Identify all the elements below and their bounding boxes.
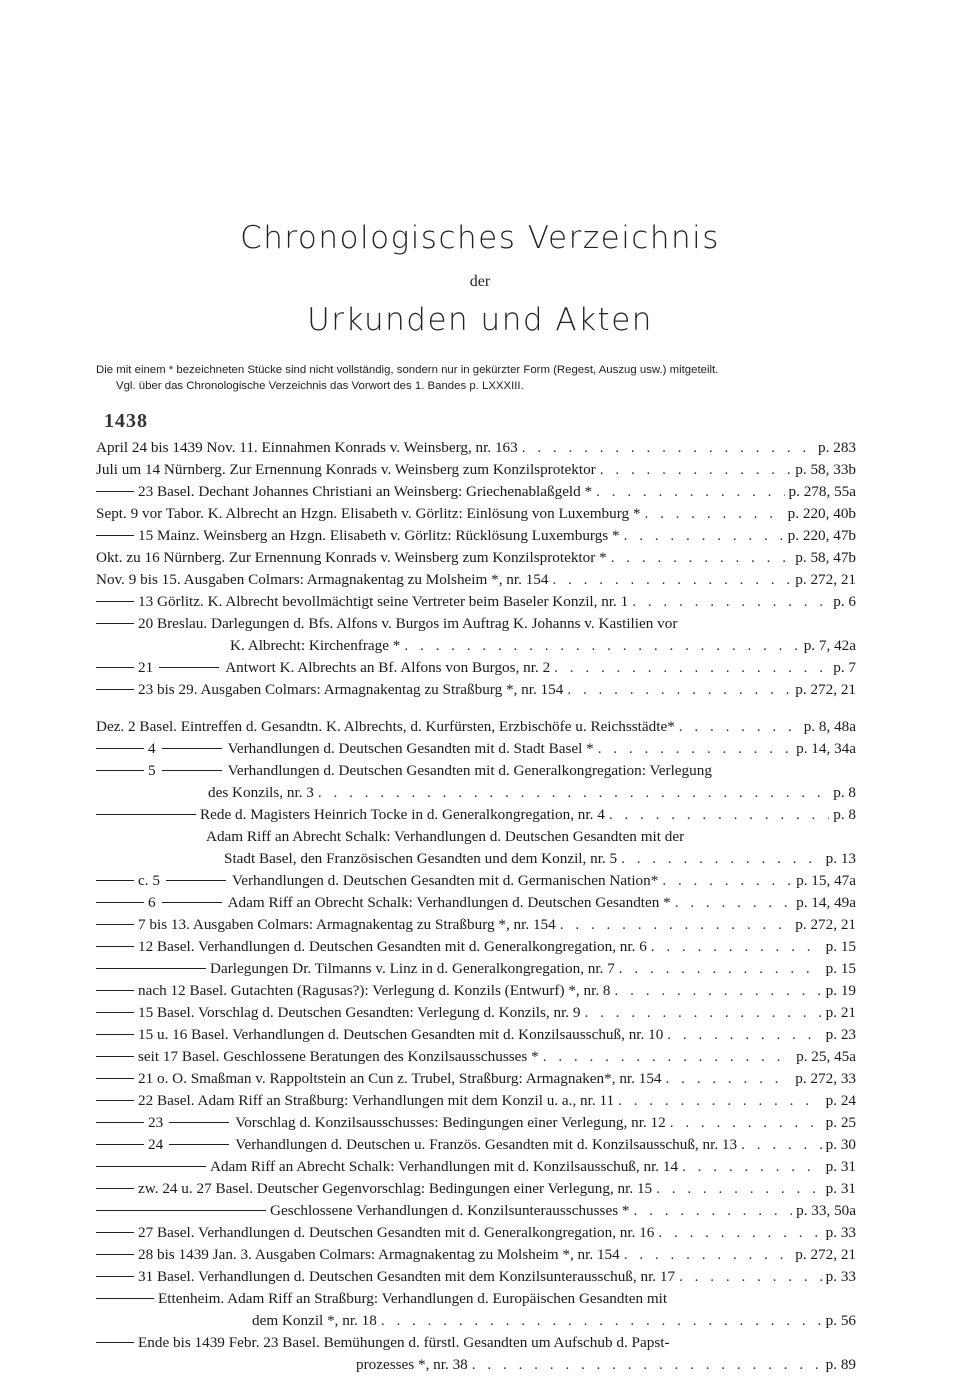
entry-text: 23 Basel. Dechant Johannes Christiani an Weinsberg: Griechenablaßgeld *	[96, 481, 592, 503]
page-reference: p. 33	[825, 1224, 856, 1241]
entry-text: c. 5 Verhandlungen d. Deutschen Gesandten mit d. Germanischen Nation*	[96, 870, 658, 892]
ditto-dash	[96, 748, 144, 749]
page-reference: p. 21	[825, 1004, 856, 1021]
entry-row	[208, 782, 856, 804]
leader-dots	[624, 525, 784, 547]
entry-row	[96, 1134, 856, 1156]
leader-dots	[667, 1024, 821, 1046]
leader-dots	[679, 1266, 822, 1288]
leader-dots	[651, 936, 822, 958]
entry-row	[96, 657, 856, 679]
leader-dots	[666, 1068, 792, 1090]
entry-row	[96, 804, 856, 826]
leader-dots	[596, 481, 784, 503]
entry-row	[96, 569, 856, 591]
leader-dots	[618, 1090, 822, 1112]
ditto-dash	[96, 814, 196, 815]
page-reference: p. 23	[825, 1026, 856, 1043]
page-reference: p. 33	[825, 1268, 856, 1285]
leader-dots	[554, 657, 829, 679]
title-connector: der	[469, 273, 491, 290]
leader-dots	[598, 738, 792, 760]
entry-row	[96, 1046, 856, 1068]
leader-dots	[621, 848, 822, 870]
entry-row	[96, 1332, 856, 1354]
page-reference: p. 272, 21	[795, 916, 856, 933]
entry-row	[96, 760, 856, 782]
leader-dots	[615, 980, 822, 1002]
entry-row	[96, 613, 856, 635]
leader-dots	[560, 914, 792, 936]
entry-row	[96, 547, 856, 569]
entry-text: 7 bis 13. Ausgaben Colmars: Armagnakentag zu Straßburg *, nr. 154	[96, 914, 556, 936]
ditto-dash	[96, 1254, 134, 1255]
entry-row	[96, 503, 856, 525]
entry-text: 31 Basel. Verhandlungen d. Deutschen Gesandten mit dem Konzilsunterausschuß, nr. 17	[96, 1266, 675, 1288]
page-reference: p. 220, 47b	[787, 527, 856, 544]
leader-dots	[619, 958, 822, 980]
entry-text: 27 Basel. Verhandlungen d. Deutschen Gesandten mit d. Generalkongregation, nr. 16	[96, 1222, 654, 1244]
page-reference: p. 7	[833, 659, 856, 676]
entry-text: Darlegungen Dr. Tilmanns v. Linz in d. Generalkongregation, nr. 7	[96, 958, 615, 980]
entry-text: 23 bis 29. Ausgaben Colmars: Armagnakentag zu Straßburg *, nr. 154	[96, 679, 563, 701]
entry-text: K. Albrecht: Kirchenfrage *	[230, 637, 401, 654]
entry-row	[96, 1156, 856, 1178]
page-reference: p. 24	[825, 1092, 856, 1109]
entry-text: seit 17 Basel. Geschlossene Beratungen des Konzilsausschusses *	[96, 1046, 539, 1068]
entry-text: Nov. 9 bis 15. Ausgaben Colmars: Armagnakentag zu Molsheim *, nr. 154	[96, 571, 549, 588]
ditto-dash	[96, 1342, 134, 1343]
entry-row	[96, 1244, 856, 1266]
entry-text: 5 Verhandlungen d. Deutschen Gesandten mit d. Generalkongregation: Verlegung	[96, 760, 712, 782]
ditto-dash	[96, 1232, 134, 1233]
page-reference: p. 7, 42a	[803, 637, 856, 654]
ditto-dash	[96, 880, 134, 881]
entry-row	[96, 870, 856, 892]
leader-dots	[634, 1200, 793, 1222]
entry-text: April 24 bis 1439 Nov. 11. Einnahmen Konrads v. Weinsberg, nr. 163	[96, 439, 518, 456]
ditto-dash	[96, 1100, 134, 1101]
entry-row	[96, 1024, 856, 1046]
entry-text: Dez. 2 Basel. Eintreffen d. Gesandtn. K. Albrechts, d. Kurfürsten, Erzbischöfe u. Reichsstädte*	[96, 718, 675, 735]
entry-text: 13 Görlitz. K. Albrecht bevollmächtigt seine Vertreter beim Baseler Konzil, nr. 1	[96, 591, 628, 613]
entry-row	[96, 1266, 856, 1288]
entry-text: 22 Basel. Adam Riff an Straßburg: Verhandlungen mit dem Konzil u. a., nr. 11	[96, 1090, 614, 1112]
page-reference: p. 58, 33b	[795, 461, 856, 478]
entry-row	[96, 958, 856, 980]
page-reference: p. 33, 50a	[796, 1202, 856, 1219]
leader-dots	[567, 679, 791, 701]
page-reference: p. 31	[825, 1180, 856, 1197]
entry-row	[96, 892, 856, 914]
ditto-dash	[162, 748, 222, 749]
ditto-dash	[96, 1122, 144, 1123]
page-reference: p. 220, 40b	[787, 505, 856, 522]
entry-row	[252, 1310, 856, 1332]
entry-row	[224, 848, 856, 870]
page-reference: p. 14, 49a	[796, 894, 856, 911]
ditto-dash	[166, 880, 226, 881]
ditto-dash	[169, 1122, 229, 1123]
ditto-dash	[96, 1144, 144, 1145]
entry-text: 20 Breslau. Darlegungen d. Bfs. Alfons v. Burgos im Auftrag K. Johanns v. Kastilien vor	[96, 613, 677, 635]
entry-text: prozesses *, nr. 38	[356, 1356, 468, 1373]
ditto-dash	[96, 1188, 134, 1189]
page-reference: p. 272, 21	[795, 681, 856, 698]
ditto-dash	[96, 770, 144, 771]
page-reference: p. 15	[825, 960, 856, 977]
ditto-dash	[96, 968, 206, 969]
entry-text: zw. 24 u. 27 Basel. Deutscher Gegenvorschlag: Bedingungen einer Verlegung, nr. 15	[96, 1178, 652, 1200]
entry-row	[96, 1112, 856, 1134]
page-reference: p. 8	[833, 806, 856, 823]
leader-dots	[522, 437, 814, 459]
ditto-dash	[96, 667, 134, 668]
entry-text: 12 Basel. Verhandlungen d. Deutschen Gesandten mit d. Generalkongregation, nr. 6	[96, 936, 647, 958]
entry-text: 15 Basel. Vorschlag d. Deutschen Gesandten: Verlegung d. Konzils, nr. 9	[96, 1002, 580, 1024]
page-reference: p. 6	[833, 593, 856, 610]
page-reference: p. 15	[825, 938, 856, 955]
page-reference: p. 15, 47a	[796, 872, 856, 889]
leader-dots	[611, 547, 792, 569]
entry-text: Sept. 9 vor Tabor. K. Albrecht an Hzgn. Elisabeth v. Görlitz: Einlösung von Luxemburg *	[96, 505, 641, 522]
page-reference: p. 8	[833, 784, 856, 801]
intro-note-line-2: Vgl. über das Chronologische Verzeichnis das Vorwort des 1. Bandes p. LXXXIII.	[116, 380, 524, 392]
entry-row	[96, 1222, 856, 1244]
leader-dots	[552, 569, 791, 591]
entry-row	[96, 914, 856, 936]
ditto-dash	[96, 902, 144, 903]
page-reference: p. 30	[825, 1136, 856, 1153]
entry-row	[96, 1002, 856, 1024]
entry-text: Ettenheim. Adam Riff an Straßburg: Verhandlungen d. Europäischen Gesandten mit	[96, 1288, 667, 1310]
intro-note-line-1: Die mit einem * bezeichneten Stücke sind nicht vollständig, sondern nur in gekürzter Form (Regest, Auszug usw.) mitgeteilt.	[96, 364, 719, 376]
entry-row	[96, 437, 856, 459]
entry-text: dem Konzil *, nr. 18	[252, 1312, 377, 1329]
page-reference: p. 58, 47b	[795, 549, 856, 566]
ditto-dash	[96, 1298, 154, 1299]
entry-text: Geschlossene Verhandlungen d. Konzilsunterausschusses *	[96, 1200, 630, 1222]
entry-text: Ende bis 1439 Febr. 23 Basel. Bemühungen d. fürstl. Gesandten um Aufschub d. Papst-	[96, 1332, 670, 1354]
page-reference: p. 13	[825, 850, 856, 867]
leader-dots	[543, 1046, 792, 1068]
entry-row	[230, 635, 856, 657]
leader-dots	[644, 503, 783, 525]
ditto-dash	[162, 770, 222, 771]
page-title: Chronologisches Verzeichnis	[240, 220, 720, 256]
entry-text: Okt. zu 16 Nürnberg. Zur Ernennung Konrads v. Weinsberg zum Konzilsprotektor *	[96, 549, 607, 566]
entry-row	[96, 936, 856, 958]
leader-dots	[658, 1222, 821, 1244]
page-reference: p. 272, 33	[795, 1070, 856, 1087]
entry-text: 21 Antwort K. Albrechts an Bf. Alfons von Burgos, nr. 2	[96, 657, 550, 679]
entry-row	[96, 1178, 856, 1200]
leader-dots	[600, 459, 792, 481]
page-reference: p. 31	[825, 1158, 856, 1175]
leader-dots	[318, 782, 829, 804]
ditto-dash	[96, 601, 134, 602]
entry-text: 15 u. 16 Basel. Verhandlungen d. Deutschen Gesandten mit d. Konzilsausschuß, nr. 10	[96, 1024, 663, 1046]
ditto-dash	[96, 491, 134, 492]
entry-text: 6 Adam Riff an Obrecht Schalk: Verhandlungen d. Deutschen Gesandten *	[96, 892, 671, 914]
leader-dots	[656, 1178, 821, 1200]
page-subtitle: Urkunden und Akten	[307, 302, 653, 338]
leader-dots	[741, 1134, 822, 1156]
ditto-dash	[169, 1144, 229, 1145]
ditto-dash	[96, 623, 134, 624]
entry-text: 21 o. O. Smaßman v. Rappoltstein an Cun z. Trubel, Straßburg: Armagnaken*, nr. 154	[96, 1068, 662, 1090]
entry-text: Adam Riff an Abrecht Schalk: Verhandlungen mit d. Konzilsausschuß, nr. 14	[96, 1156, 678, 1178]
ditto-dash	[96, 1210, 266, 1211]
leader-dots	[609, 804, 829, 826]
entry-text: nach 12 Basel. Gutachten (Ragusas?): Verlegung d. Konzils (Entwurf) *, nr. 8	[96, 980, 611, 1002]
page-reference: p. 272, 21	[795, 1246, 856, 1263]
page-reference: p. 19	[825, 982, 856, 999]
leader-dots	[632, 591, 829, 613]
page-reference: p. 14, 34a	[796, 740, 856, 757]
entry-text: Stadt Basel, den Französischen Gesandten und dem Konzil, nr. 5	[224, 850, 618, 867]
leader-dots	[662, 870, 792, 892]
ditto-dash	[159, 667, 219, 668]
entry-row	[96, 1090, 856, 1112]
ditto-dash	[96, 535, 134, 536]
leader-dots	[675, 892, 792, 914]
leader-dots	[472, 1354, 822, 1376]
page-reference: p. 8, 48a	[803, 718, 856, 735]
entry-text: Juli um 14 Nürnberg. Zur Ernennung Konrads v. Weinsberg zum Konzilsprotektor	[96, 461, 596, 478]
entry-row	[356, 1354, 856, 1376]
leader-dots	[624, 1244, 792, 1266]
ditto-dash	[96, 946, 134, 947]
page-reference: p. 56	[825, 1312, 856, 1329]
year-heading: 1438	[104, 410, 148, 432]
leader-dots	[404, 635, 799, 657]
ditto-dash	[96, 1166, 206, 1167]
page-reference: p. 89	[825, 1356, 856, 1373]
ditto-dash	[96, 1012, 134, 1013]
entry-row	[96, 591, 856, 613]
leader-dots	[679, 716, 800, 738]
ditto-dash	[96, 1056, 134, 1057]
entry-row	[96, 738, 856, 760]
leader-dots	[584, 1002, 821, 1024]
entry-row	[96, 1288, 856, 1310]
ditto-dash	[96, 1276, 134, 1277]
ditto-dash	[96, 1078, 134, 1079]
ditto-dash	[162, 902, 222, 903]
entry-row	[96, 481, 856, 503]
leader-dots	[682, 1156, 822, 1178]
entry-text: 15 Mainz. Weinsberg an Hzgn. Elisabeth v. Görlitz: Rücklösung Luxemburgs *	[96, 525, 620, 547]
entry-text: 28 bis 1439 Jan. 3. Ausgaben Colmars: Armagnakentag zu Molsheim *, nr. 154	[96, 1244, 620, 1266]
page-reference: p. 25	[825, 1114, 856, 1131]
entry-row	[96, 1200, 856, 1222]
ditto-dash	[96, 990, 134, 991]
leader-dots	[381, 1310, 822, 1332]
entry-row	[96, 980, 856, 1002]
entry-text: 23 Vorschlag d. Konzilsausschusses: Bedingungen einer Verlegung, nr. 12	[96, 1112, 666, 1134]
ditto-dash	[96, 689, 134, 690]
entry-row	[96, 525, 856, 547]
entry-text: Rede d. Magisters Heinrich Tocke in d. Generalkongregation, nr. 4	[96, 804, 605, 826]
entry-row	[206, 826, 856, 848]
entry-row	[96, 1068, 856, 1090]
ditto-dash	[96, 924, 134, 925]
ditto-dash	[96, 1034, 134, 1035]
leader-dots	[670, 1112, 822, 1134]
entry-row	[96, 716, 856, 738]
entry-row	[96, 459, 856, 481]
page-reference: p. 278, 55a	[788, 483, 856, 500]
page-reference: p. 283	[818, 439, 856, 456]
entry-text: 24 Verhandlungen d. Deutschen u. Französ. Gesandten mit d. Konzilsausschuß, nr. 13	[96, 1134, 737, 1156]
page-reference: p. 272, 21	[795, 571, 856, 588]
entry-text: 4 Verhandlungen d. Deutschen Gesandten mit d. Stadt Basel *	[96, 738, 594, 760]
entry-row	[96, 679, 856, 701]
page-reference: p. 25, 45a	[796, 1048, 856, 1065]
entry-text: Adam Riff an Abrecht Schalk: Verhandlungen d. Deutschen Gesandten mit der	[206, 828, 685, 845]
entry-text: des Konzils, nr. 3	[208, 784, 314, 801]
